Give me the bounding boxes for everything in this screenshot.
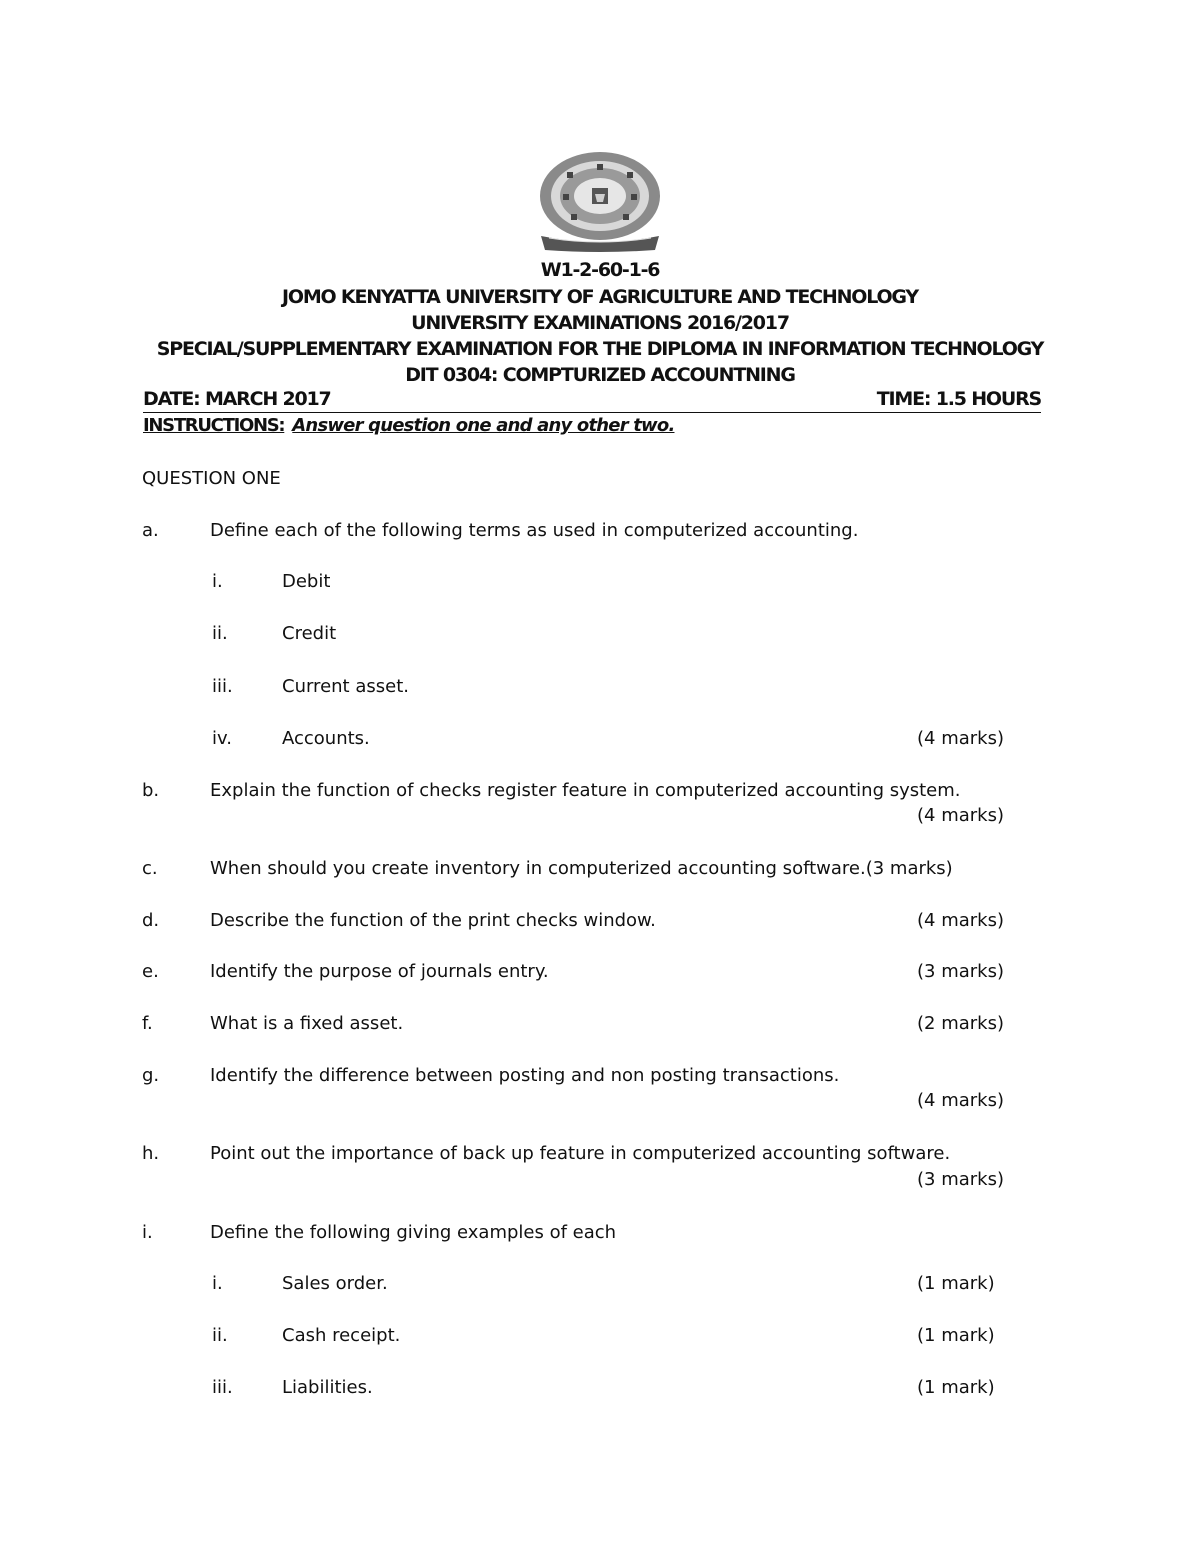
university-name: JOMO KENYATTA UNIVERSITY OF AGRICULTURE AND TECHNOLOGY [282, 286, 918, 308]
item-letter: b. [142, 780, 160, 801]
subitem-text: Sales order. [282, 1273, 388, 1294]
item-marks: (3 marks) [917, 961, 1004, 982]
exam-date: DATE: MARCH 2017 [143, 388, 331, 410]
subitem-text: Cash receipt. [282, 1325, 401, 1346]
item-marks: (4 marks) [917, 910, 1004, 931]
item-letter: i. [142, 1222, 153, 1243]
item-text: Define the following giving examples of each [210, 1222, 617, 1243]
subitem-numeral: i. [212, 1273, 223, 1294]
exam-code: W1-2-60-1-6 [540, 259, 660, 281]
item-marks: (4 marks) [917, 1090, 1004, 1111]
instructions-label: INSTRUCTIONS: [143, 415, 285, 436]
item-marks: (1 mark) [917, 1273, 995, 1294]
item-letter: g. [142, 1065, 160, 1086]
subitem-text: Debit [282, 571, 331, 592]
item-marks: (3 marks) [917, 1169, 1004, 1190]
subitem-numeral: iii. [212, 676, 233, 697]
item-letter: d. [142, 910, 160, 931]
subitem-numeral: iii. [212, 1377, 233, 1398]
subitem-numeral: ii. [212, 1325, 228, 1346]
item-text: When should you create inventory in computerized accounting software.(3 marks) [210, 858, 953, 879]
item-marks: (4 marks) [917, 805, 1004, 826]
item-text: Identify the purpose of journals entry. [210, 961, 549, 982]
date-time-row [143, 388, 1041, 413]
item-text: Point out the importance of back up feature in computerized accounting software. [210, 1143, 951, 1164]
subitem-text: Liabilities. [282, 1377, 373, 1398]
item-marks: (1 mark) [917, 1325, 995, 1346]
item-marks: (1 mark) [917, 1377, 995, 1398]
item-text: Define each of the following terms as used in computerized accounting. [210, 520, 859, 541]
item-marks: (2 marks) [917, 1013, 1004, 1034]
subitem-text: Credit [282, 623, 337, 644]
item-letter: c. [142, 858, 158, 879]
subitem-numeral: i. [212, 571, 223, 592]
item-text: Explain the function of checks register feature in computerized accounting system. [210, 780, 961, 801]
instructions [143, 415, 674, 436]
question-title: QUESTION ONE [142, 468, 281, 489]
item-text: What is a fixed asset. [210, 1013, 404, 1034]
item-text: Identify the difference between posting and non posting transactions. [210, 1065, 840, 1086]
instructions-text: Answer question one and any other two. [292, 415, 675, 436]
exam-type: SPECIAL/SUPPLEMENTARY EXAMINATION FOR THE DIPLOMA IN INFORMATION TECHNOLOGY [156, 338, 1044, 360]
item-letter: e. [142, 961, 159, 982]
course-title: DIT 0304: COMPTURIZED ACCOUNTNING [405, 364, 795, 386]
exam-time: TIME: 1.5 HOURS [876, 388, 1041, 410]
item-text: Describe the function of the print checks window. [210, 910, 656, 931]
exam-session: UNIVERSITY EXAMINATIONS 2016/2017 [411, 312, 789, 334]
item-letter: h. [142, 1143, 160, 1164]
subitem-text: Accounts. [282, 728, 370, 749]
university-logo [537, 150, 663, 252]
subitem-text: Current asset. [282, 676, 409, 697]
subitem-numeral: ii. [212, 623, 228, 644]
item-letter: a. [142, 520, 159, 541]
subitem-numeral: iv. [212, 728, 232, 749]
item-marks: (4 marks) [917, 728, 1004, 749]
item-letter: f. [142, 1013, 153, 1034]
